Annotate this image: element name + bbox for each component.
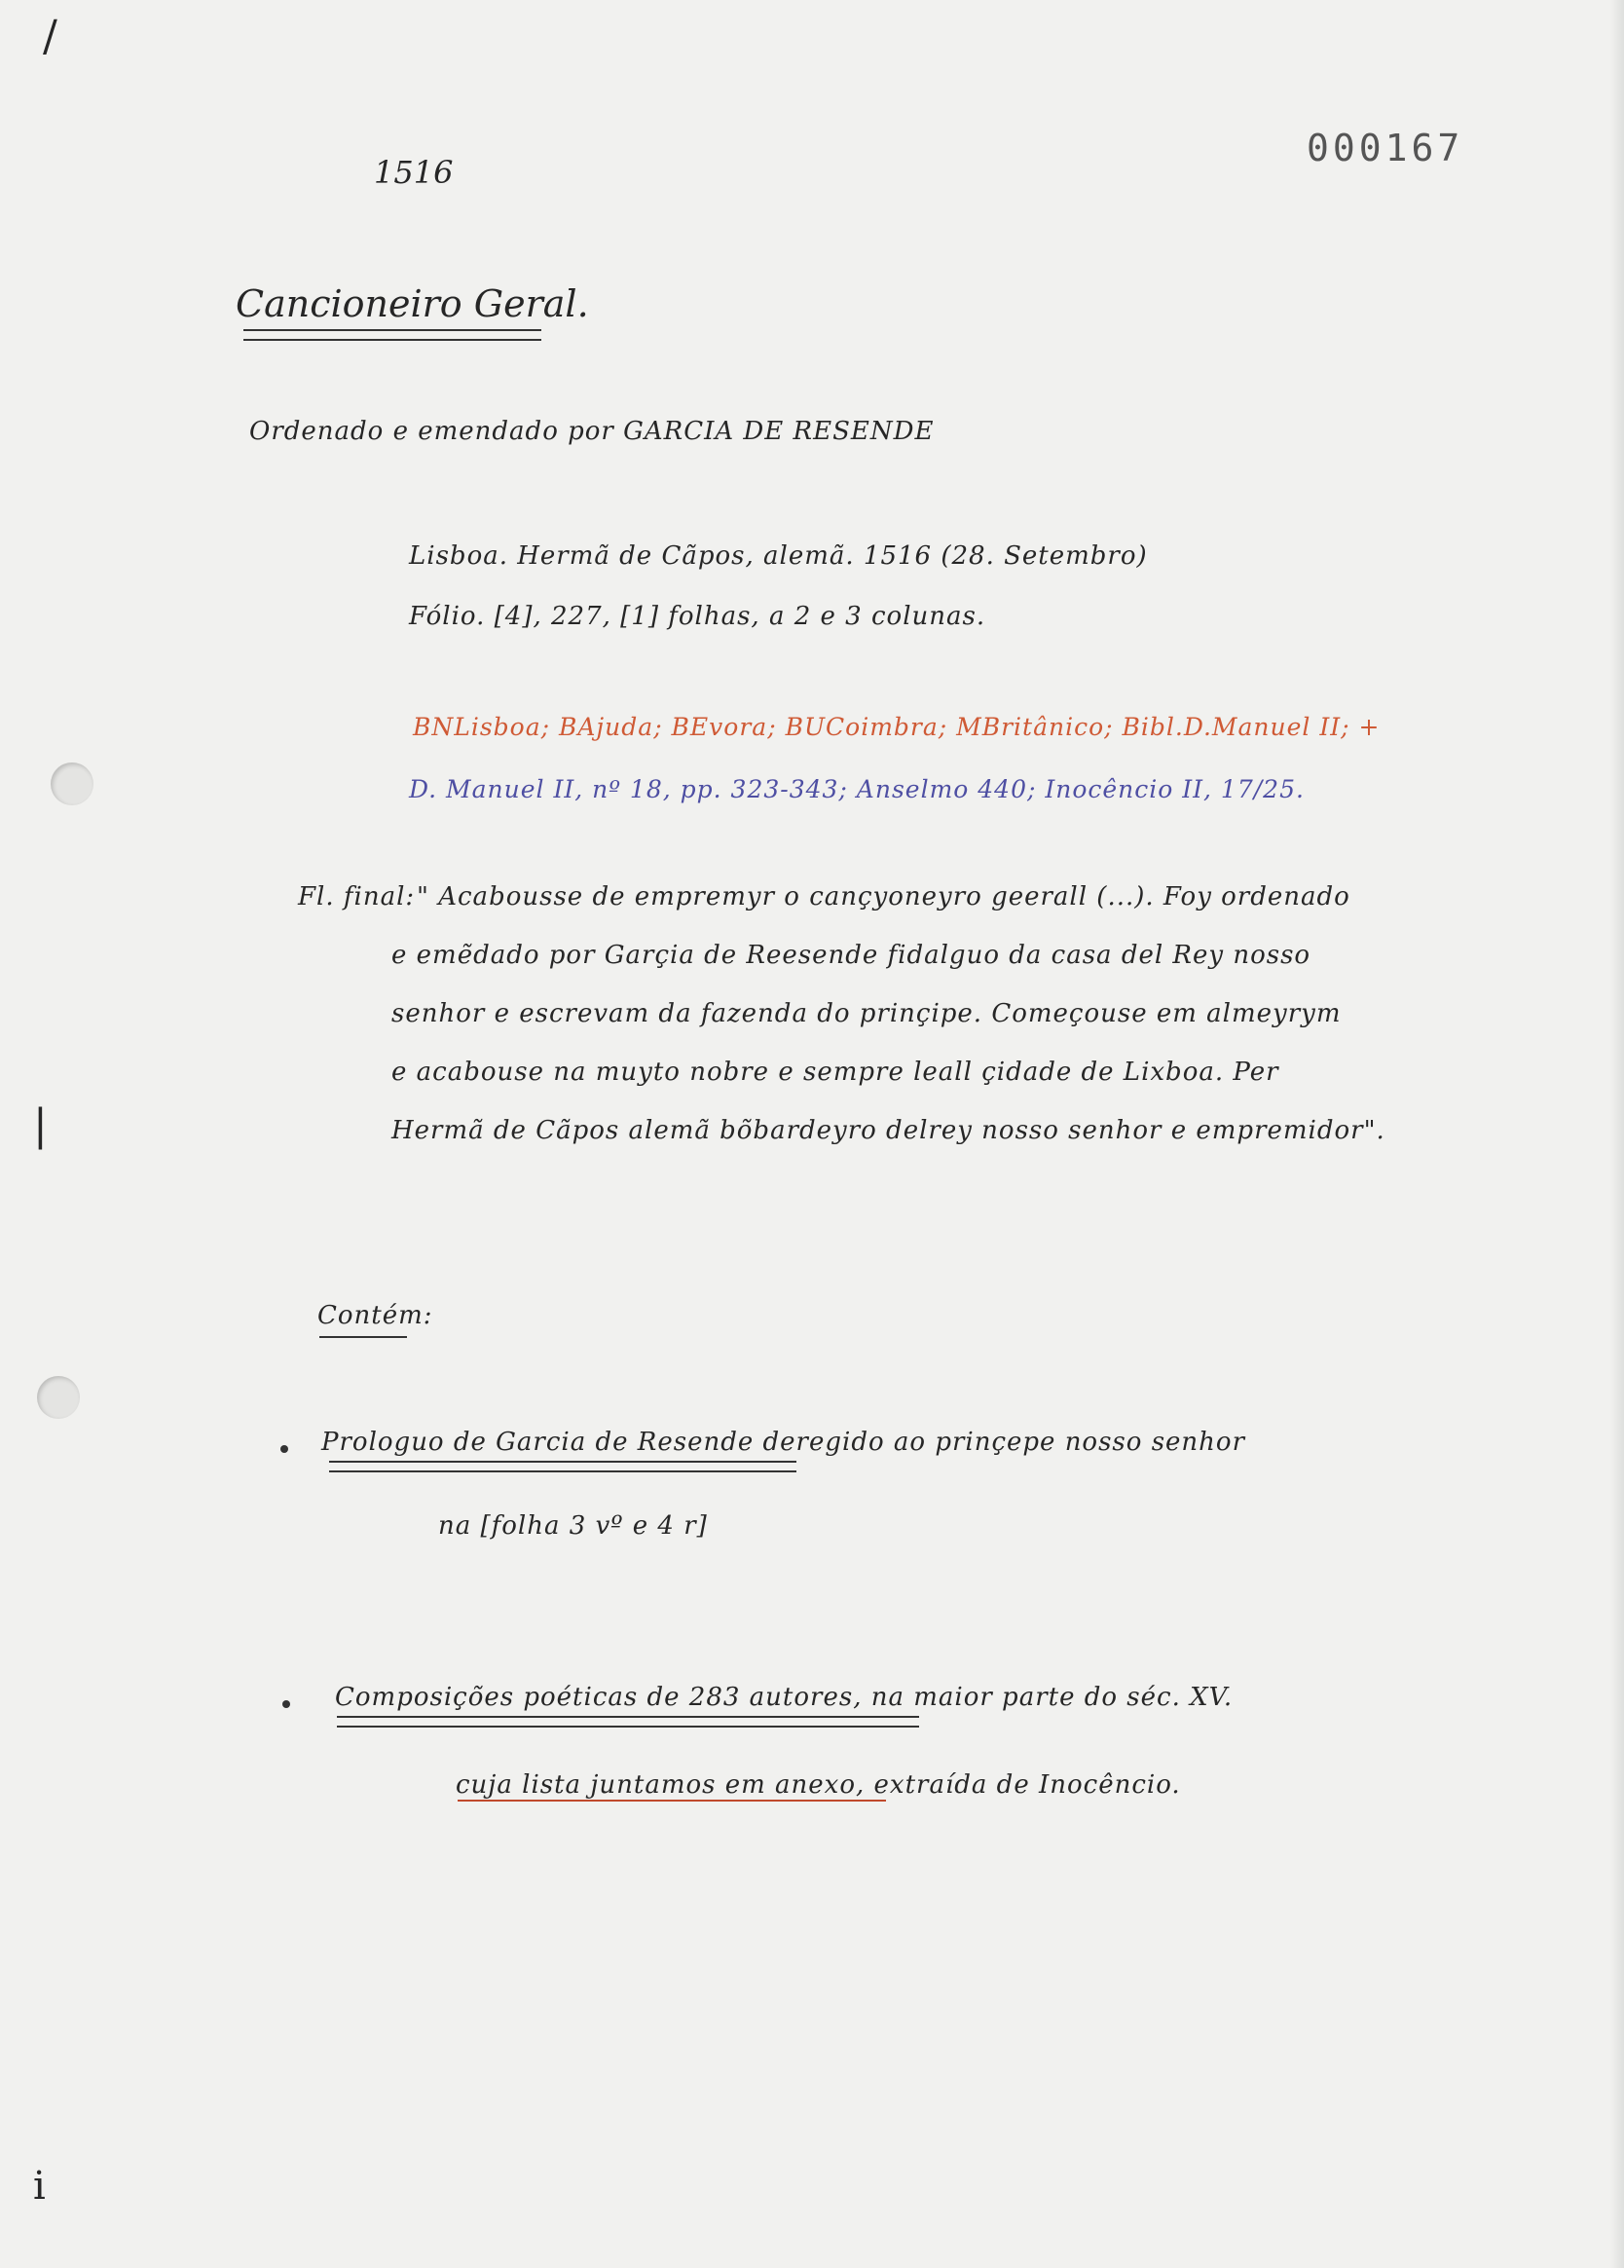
contents-item-1-line-2: na [folha 3 vº e 4 r] <box>438 1511 708 1541</box>
margin-mark-top: / <box>43 12 58 61</box>
bibliographic-references: D. Manuel II, nº 18, pp. 323-343; Anselmo 440; Inocêncio II, 17/25. <box>409 775 1305 803</box>
title-double-underline <box>243 329 541 341</box>
archive-number-stamp: 000167 <box>1307 127 1464 169</box>
contents-item-1-text: deregido ao prinçepe nosso senhor <box>754 1428 1245 1457</box>
punch-hole-upper <box>51 762 93 805</box>
margin-mark-bottom: i <box>33 2164 47 2209</box>
colophon-line-1: " Acabousse de empremyr o cançyoneyro geerall (...). Foy ordenado <box>417 882 1350 911</box>
contents-item-1-title: Prologuo de Garcia de Resende <box>321 1428 755 1457</box>
colophon-label: Fl. final: <box>298 882 416 911</box>
document-title: Cancioneiro Geral. <box>236 282 589 325</box>
margin-mark-middle: | <box>33 1100 49 1150</box>
contents-item-1-underline <box>329 1461 796 1472</box>
contents-item-2-underline <box>337 1716 919 1728</box>
contents-heading: Contém: <box>317 1301 433 1330</box>
contents-bullet-1 <box>280 1445 288 1453</box>
imprint-line-2: Fólio. [4], 227, [1] folhas, a 2 e 3 colunas. <box>409 602 986 631</box>
punch-hole-lower <box>37 1376 80 1419</box>
contents-item-1 <box>321 1428 1245 1457</box>
paper-edge-shadow <box>1610 0 1624 2268</box>
contents-item-2-line-2 <box>456 1770 1181 1800</box>
contents-heading-underline <box>319 1336 407 1338</box>
year-label: 1516 <box>374 154 454 191</box>
colophon-line-3: senhor e escrevam da fazenda do prinçipe. Começouse em almeyrym <box>391 999 1342 1028</box>
colophon-line-2: e emẽdado por Garçia de Reesende fidalguo da casa del Rey nosso <box>391 941 1311 970</box>
imprint-line-1: Lisboa. Hermã de Cãpos, alemã. 1516 (28. Setembro) <box>409 541 1148 571</box>
colophon-line-5: Hermã de Cãpos alemã bõbardeyro delrey nosso senhor e empremidor". <box>391 1116 1385 1145</box>
contents-bullet-2 <box>282 1700 290 1708</box>
contents-item-2-annex-note: cuja lista juntamos em anexo <box>456 1770 856 1800</box>
library-locations: BNLisboa; BAjuda; BEvora; BUCoimbra; MBritânico; Bibl.D.Manuel II; + <box>413 713 1381 741</box>
annex-note-red-underline <box>458 1800 886 1802</box>
contents-item-2 <box>335 1683 1233 1712</box>
contents-item-2-title: Composições poéticas de 283 autores <box>335 1683 854 1712</box>
contents-item-2-source-note: , extraída de Inocêncio. <box>856 1770 1181 1800</box>
colophon-line-4: e acabouse na muyto nobre e sempre leall çidade de Lixboa. Per <box>391 1058 1279 1087</box>
subtitle: Ordenado e emendado por GARCIA DE RESENDE <box>249 417 935 446</box>
contents-item-2-text: , na maior parte do séc. XV. <box>853 1683 1234 1712</box>
